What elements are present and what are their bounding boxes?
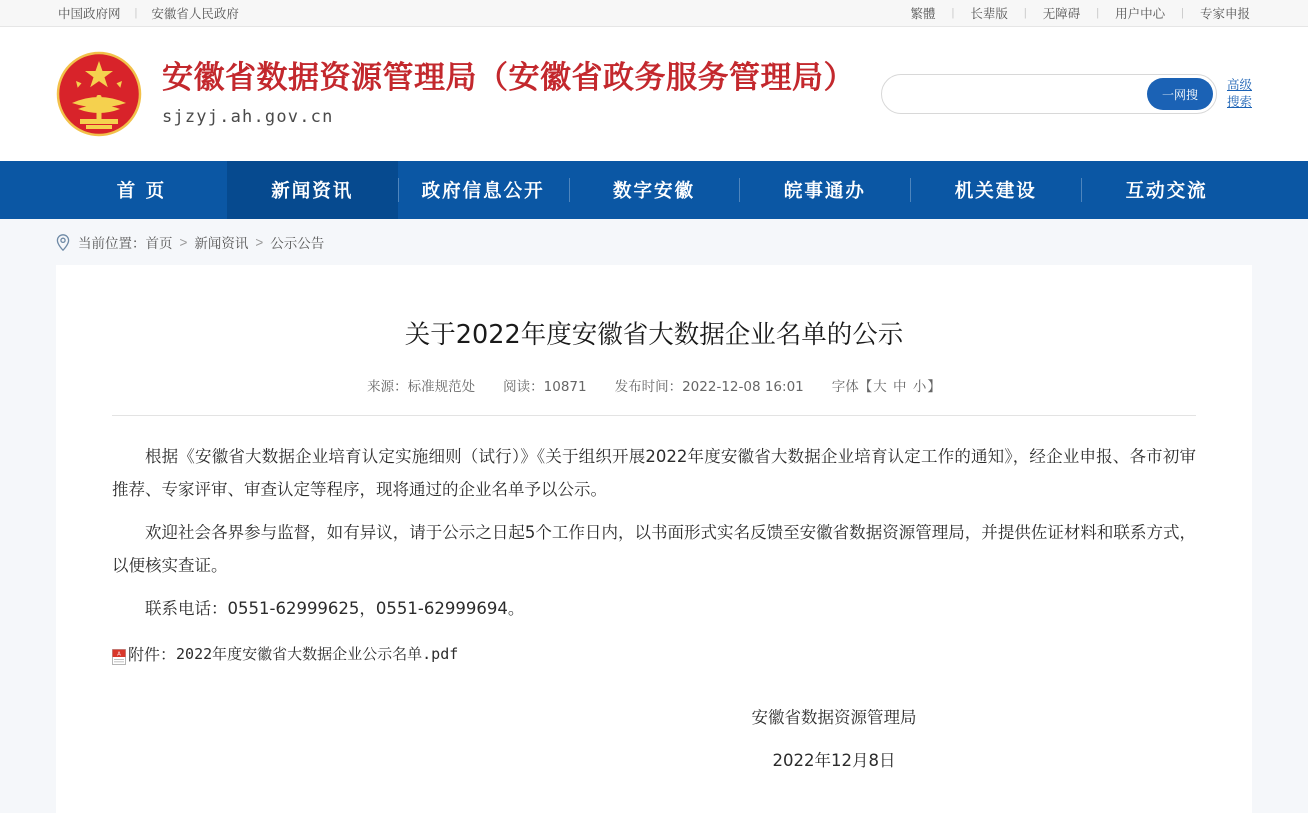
article-title: 关于2022年度安徽省大数据企业名单的公示 bbox=[404, 320, 904, 350]
site-header bbox=[0, 27, 1308, 161]
article-signature bbox=[112, 697, 1196, 783]
nav-item-home[interactable]: 首 页 bbox=[116, 181, 167, 202]
article-container bbox=[56, 265, 1252, 813]
national-emblem-icon bbox=[56, 51, 142, 137]
topbar-separator: | bbox=[951, 7, 955, 19]
nav-item-agency-construction[interactable]: 机关建设 bbox=[910, 161, 1081, 219]
pdf-file-icon bbox=[112, 644, 126, 660]
breadcrumb-separator: > bbox=[255, 234, 264, 250]
article-source-value: 标准规范处 bbox=[407, 379, 476, 395]
site-title: 安徽省数据资源管理局（安徽省政务服务管理局） bbox=[162, 60, 855, 97]
article-content bbox=[112, 416, 1196, 783]
nav-item-gov-info-disclosure[interactable]: 政府信息公开 bbox=[398, 161, 569, 219]
topbar-link-expert-declare[interactable]: 专家申报 bbox=[1199, 7, 1250, 21]
search-input[interactable] bbox=[898, 76, 1128, 112]
font-size-medium-button[interactable]: 中 bbox=[893, 379, 907, 395]
article-publish-value: 2022-12-08 16:01 bbox=[682, 379, 804, 395]
article-publish-time bbox=[615, 375, 804, 395]
site-title-block bbox=[162, 61, 855, 127]
article-attachment[interactable] bbox=[112, 639, 1196, 671]
article-source bbox=[367, 375, 475, 395]
site-domain: sjzyj.ah.gov.cn bbox=[162, 106, 334, 127]
topbar-link-accessibility[interactable]: 无障碍 bbox=[1042, 7, 1081, 21]
article-paragraph: 根据《安徽省大数据企业培育认定实施细则（试行）》《关于组织开展2022年度安徽省大数据企业培育认定工作的通知》，经企业申报、各市初审推荐、专家评审、审查认定等程序，现将通过的企业名单予以公示。 bbox=[112, 447, 1196, 499]
breadcrumb-item-news[interactable]: 新闻资讯 bbox=[194, 236, 249, 251]
article-source-label: 来源： bbox=[367, 379, 408, 395]
breadcrumb-bar bbox=[0, 219, 1308, 265]
article-paragraph: 欢迎社会各界参与监督，如有异议，请于公示之日起5个工作日内，以书面形式实名反馈至安徽省数据资源管理局，并提供佐证材料和联系方式，以便核实查证。 bbox=[112, 523, 1196, 575]
topbar-link-china-gov[interactable]: 中国政府网 bbox=[58, 7, 121, 21]
main-navigation bbox=[0, 161, 1308, 219]
font-size-label: 字体【 bbox=[831, 379, 873, 395]
search-box[interactable] bbox=[881, 74, 1217, 114]
breadcrumb-item-announcements[interactable]: 公示公告 bbox=[270, 236, 325, 251]
nav-item-digital-anhui[interactable]: 数字安徽 bbox=[569, 161, 740, 219]
font-size-small-button[interactable]: 小 bbox=[912, 379, 927, 395]
topbar-separator: | bbox=[1023, 7, 1027, 19]
nav-item-news[interactable]: 新闻资讯 bbox=[227, 161, 398, 219]
location-pin-icon bbox=[56, 234, 70, 251]
nav-item-wanshitongban[interactable]: 皖事通办 bbox=[739, 161, 910, 219]
breadcrumb-separator: > bbox=[179, 234, 188, 250]
article-publish-label: 发布时间： bbox=[614, 379, 683, 395]
page-body bbox=[0, 265, 1308, 813]
nav-item-interaction[interactable]: 互动交流 bbox=[1081, 161, 1252, 219]
topbar-link-traditional[interactable]: 繁體 bbox=[910, 7, 936, 21]
advanced-search-line2: 搜索 bbox=[1226, 95, 1252, 109]
article-views-value: 10871 bbox=[543, 379, 587, 395]
topbar-link-elder-version[interactable]: 长辈版 bbox=[970, 7, 1008, 21]
topbar-link-user-center[interactable]: 用户中心 bbox=[1115, 7, 1166, 21]
signature-date: 2022年12月8日 bbox=[772, 750, 896, 770]
attachment-filename[interactable]: 2022年度安徽省大数据企业公示名单.pdf bbox=[176, 645, 459, 663]
font-size-switcher bbox=[832, 375, 941, 395]
article-meta bbox=[112, 375, 1196, 395]
signature-organization: 安徽省数据资源管理局 bbox=[751, 708, 917, 727]
topbar-right-links bbox=[908, 4, 1252, 22]
topbar-separator: | bbox=[1096, 7, 1100, 19]
article-views-label: 阅读： bbox=[503, 379, 544, 395]
article-paragraph: 联系电话：0551-62999625，0551-62999694。 bbox=[145, 599, 525, 618]
breadcrumb-item-home[interactable]: 首页 bbox=[145, 236, 173, 251]
topbar-separator: | bbox=[1181, 7, 1184, 19]
header-search-area bbox=[881, 74, 1252, 114]
article-views bbox=[503, 375, 586, 395]
svg-text:A: A bbox=[117, 651, 121, 658]
breadcrumb-prefix: 当前位置： bbox=[78, 236, 146, 251]
attachment-label: 附件： bbox=[128, 645, 177, 664]
topbar-link-anhui-gov[interactable]: 安徽省人民政府 bbox=[151, 7, 239, 21]
top-utility-bar bbox=[0, 0, 1308, 27]
advanced-search-line1: 高级 bbox=[1226, 78, 1252, 93]
advanced-search-link[interactable] bbox=[1227, 77, 1252, 111]
font-size-label-end: 】 bbox=[927, 379, 941, 395]
search-button[interactable]: 一网搜 bbox=[1147, 78, 1213, 110]
font-size-large-button[interactable]: 大 bbox=[873, 379, 887, 395]
topbar-separator: | bbox=[134, 7, 138, 19]
topbar-left-links bbox=[56, 4, 241, 22]
